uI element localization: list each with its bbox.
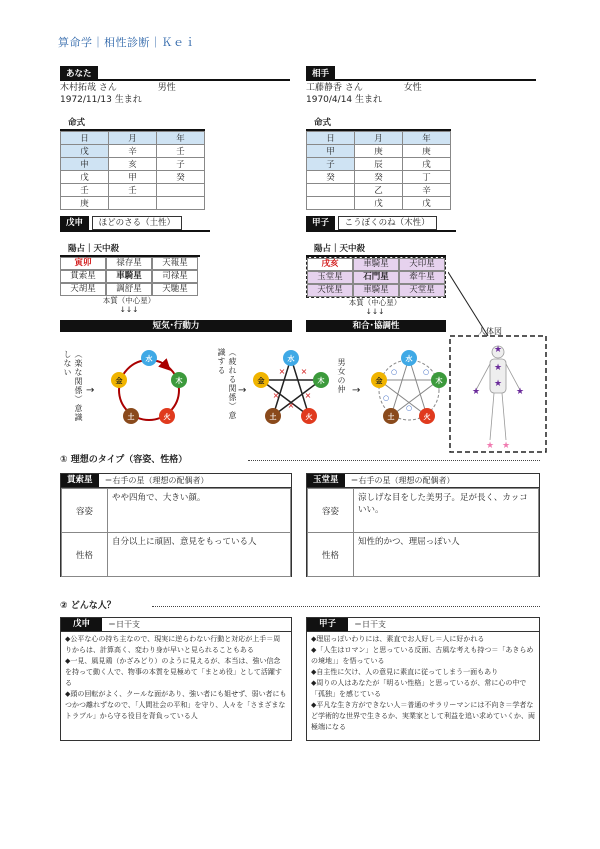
svg-text:○: ○ [390,368,398,376]
ideal-desc-you: ＝右手の星（理想の配偶者） [104,476,209,485]
ideal-look-partner: 涼しげな目をした美男子。足が長く、カッコいい。 [354,489,539,533]
svg-text:木: 木 [175,377,183,385]
svg-text:×: × [287,401,295,410]
ideal-char-partner: 知性的かつ、理屈っぽい人 [354,533,539,577]
star-icon: ★ [515,387,525,397]
star-cell: 車騎星 [353,284,399,297]
person-code-you: 戊申 [61,618,102,631]
partner-birth: 1970/4/14 生まれ [306,95,383,105]
you-arrows: ↓↓↓ [119,305,139,314]
person-lines-you [61,632,291,724]
svg-text:土: 土 [269,413,277,421]
svg-text:水: 水 [287,355,295,363]
person-desc-partner: ＝日干支 [354,620,387,629]
list-item: ◆「人生はロマン」と思っている反面、古風な考えも持つ＝「あきらめの境地」」を悟っている [311,646,534,665]
partner-star-grid [306,257,446,298]
you-meishiki-bar: 命式 [60,116,205,131]
star-cell: 司禄星 [152,270,198,283]
svg-text:土: 土 [127,413,135,421]
you-center-star: 車騎星 [106,270,152,283]
partner-center-star: 石門星 [353,271,399,284]
person-desc-you: ＝日干支 [108,620,141,629]
ideal-star-you: 貫索星 [61,474,99,487]
star-cell: 玉堂星 [307,271,353,284]
partner-label-bar [306,66,536,81]
you-name: 木村拓哉 さん [60,83,117,93]
partner-info [306,66,536,106]
ideal-star-partner: 玉堂星 [307,474,345,487]
star-icon: ★ [493,363,503,373]
svg-text:○: ○ [422,368,430,376]
ideal-desc-partner: ＝右手の星（理想の配偶者） [350,476,455,485]
partner-name: 工藤静香 さん [306,83,363,93]
diagram3-label: 男女の仲 [337,358,346,394]
partner-details [306,82,536,106]
partner-kanshi-name: こうぼくのね（木性） [338,216,437,230]
you-meishiki-table: 日 月 年 戊 辛 壬 申 亥 子 戊 甲 癸 壬 壬 庚 [60,131,205,210]
you-trait-bar: 短気･行動力 [60,320,292,332]
list-item: ◆平凡な生き方ができない人＝普通のサラリーマンには不向き＝学者など学術的な世界で生きるか、実業家として利益を追い求めていくか、両極端になる [311,701,535,731]
svg-text:×: × [300,367,308,376]
you-info [60,66,290,106]
list-item: ◆公平な心の持ち主なので、現実に逆らわない行動と対応が上手＝周りからは、計算高く、変わり身が早いと見られることもある [65,635,281,654]
svg-text:○: ○ [405,404,413,412]
list-item: ◆頭の回転がよく、クールな面があり、強い者にも姐せず、弱い者にもつかつ離れずなので、「人間社会の平和」を守り、人々を「さまざまなトラブル」から守る役目を背負っている人 [65,690,287,720]
partner-yosen [306,242,446,316]
svg-text:×: × [278,367,286,376]
star-icon: ★ [501,441,511,451]
svg-text:×: × [272,391,280,400]
section2-divider [152,606,540,607]
you-kanshi-code: 戊申 [60,216,89,230]
svg-text:金: 金 [375,377,383,385]
arrow-icon: → [352,385,361,396]
star-cell: 車騎星 [353,258,399,271]
five-element-cycle-2 [246,344,336,432]
you-label-bar [60,66,290,81]
svg-text:土: 土 [387,413,395,421]
svg-text:金: 金 [257,377,265,385]
svg-text:水: 水 [405,355,413,363]
ideal-type-card-partner: 玉堂星 ＝右手の星（理想の配偶者） 容姿 涼しげな目をした美男子。足が長く、カッコいい。 性格 知性的かつ、理屈っぽい人 [306,473,540,577]
section1-divider [248,460,540,461]
you-birth: 1972/11/13 生まれ [60,95,142,105]
svg-text:火: 火 [163,413,171,421]
section1-title: ① 理想のタイプ（容姿、性格） [60,455,188,465]
partner-meishiki: 命式 日 月 年 甲 庚 庚 子 辰 戌 癸 癸 丁 乙 辛 戊 戊 [306,116,451,210]
person-code-partner: 甲子 [307,618,348,631]
page-title: 算命学｜相性診断｜Ｋｅｉ [58,36,196,49]
star-cell: 天胡星 [60,283,106,296]
arrow-icon: → [86,385,95,396]
star-cell: 禄存星 [106,257,152,270]
list-item: ◆自主性に欠け、人の意見に素直に従ってしまう一面もあり [311,668,499,676]
star-icon: ★ [471,387,481,397]
person-card-partner [306,617,540,741]
partner-label: 相手 [306,66,335,79]
you-meishiki [60,116,205,210]
svg-text:水: 水 [145,355,153,363]
partner-trait-bar: 和合･協調性 [306,320,446,332]
star-icon: ★ [493,379,503,389]
you-kanshi-name: ほどのさる（土性） [92,216,183,230]
you-tenchusatsu: 寅卯 [60,257,106,270]
star-icon: ★ [493,345,503,355]
star-cell: 天印星 [399,258,445,271]
arrow-icon: → [238,385,247,396]
diagram2-label: （疲れる関係）意識する [217,348,237,420]
you-yosen [60,242,200,314]
you-gender: 男性 [157,83,176,93]
you-details [60,82,290,106]
svg-text:火: 火 [423,413,431,421]
svg-text:×: × [304,391,312,400]
five-element-cycle-3 [364,344,454,432]
ideal-char-you: 自分以上に頑固、意見をもっている人 [108,533,291,577]
diagram1-label: （楽な関係）意識しない [63,350,83,422]
star-cell: 天報星 [152,257,198,270]
star-icon: ★ [485,441,495,451]
body-diagram [448,270,548,456]
you-label: あなた [60,66,98,79]
partner-tenchusatsu: 戌亥 [307,258,353,271]
you-center-note: 本質（中心星） [102,296,156,305]
svg-text:木: 木 [317,377,325,385]
partner-center-note: 本質（中心星） [348,298,402,307]
star-cell: 牽牛星 [399,271,445,284]
list-item: ◆周りの人はあなたが「明るい性格」と思っているが、常に心の中で「孤独」を感じている [311,679,527,698]
list-item: ◆一見、風見鶏（かざみどり）のように見えるが、本当は、強い信念を持って動く人で、物事の本質を見極めて「まとめ役」として活躍する [65,657,282,687]
five-element-cycle-1 [104,344,194,432]
partner-arrows: ↓↓↓ [365,307,385,316]
person-card-you [60,617,292,741]
partner-yosen-label: 陽占｜天中殺 [314,244,366,254]
svg-text:○: ○ [382,394,390,402]
ideal-look-you: やや四角で、大きい顔。 [108,489,291,533]
svg-text:火: 火 [305,413,313,421]
section2-title: ② どんな人？ [60,601,116,611]
star-cell: 貫索星 [60,270,106,283]
star-cell: 天堂星 [399,284,445,297]
partner-meishiki-table: 日 月 年 甲 庚 庚 子 辰 戌 癸 癸 丁 乙 辛 戊 戊 [306,131,451,210]
partner-gender: 女性 [403,83,422,93]
svg-text:木: 木 [435,377,443,385]
body-diagram-label: 人体図 [478,327,502,336]
list-item: ◆理屈っぽいわりには、素直でお人好し＝人に好かれる [311,635,485,643]
star-cell: 天馳星 [152,283,198,296]
svg-text:金: 金 [115,377,123,385]
you-yosen-label: 陽占｜天中殺 [68,244,120,254]
person-lines-partner [307,632,539,735]
star-cell: 天恍星 [307,284,353,297]
partner-kanshi [306,216,456,232]
ideal-type-card-you: 貫索星 ＝右手の星（理想の配偶者） 容姿 やや四角で、大きい顔。 性格 自分以上に頑固、意見をもっている人 [60,473,292,577]
you-kanshi [60,216,210,232]
you-star-grid [60,257,200,296]
star-cell: 調舒星 [106,283,152,296]
partner-kanshi-code: 甲子 [306,216,335,230]
